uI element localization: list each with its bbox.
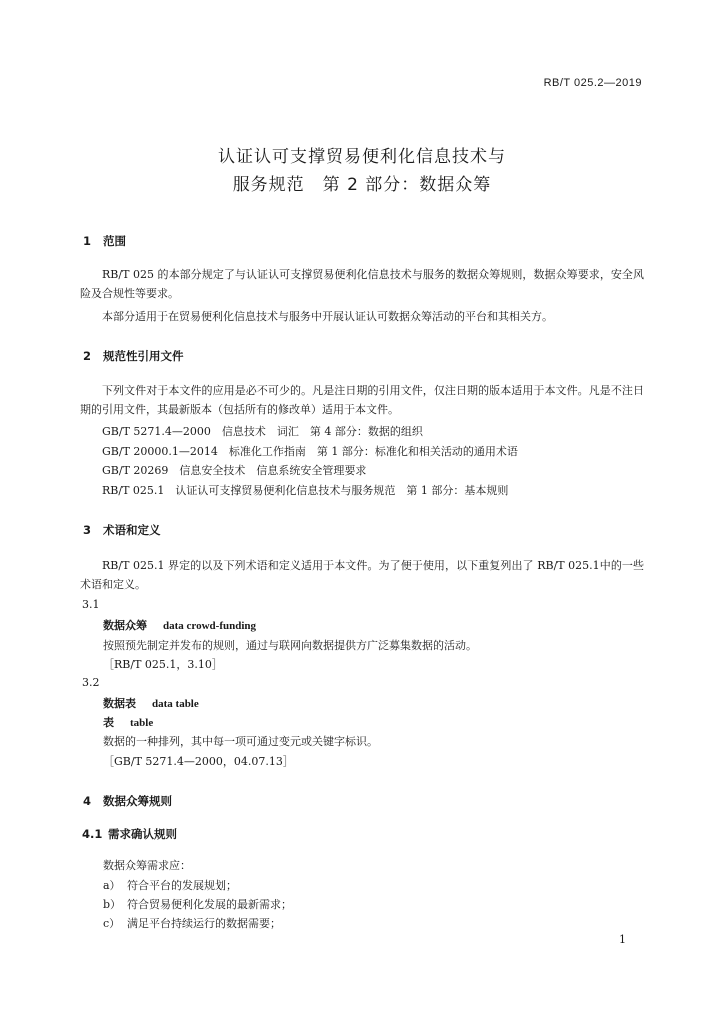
section-title: 术语和定义 — [103, 523, 161, 537]
title-line-2: 服务规范 第 2 部分：数据众筹 — [232, 175, 492, 195]
term-en: data table — [152, 698, 199, 710]
section-number: 2 — [83, 349, 92, 363]
term-3-1-source: ［RB/T 025.1，3.10］ — [103, 658, 223, 671]
term-alt-en: table — [130, 717, 154, 729]
section-2-paragraph-1: 下列文件对于本文件的应用是必不可少的。凡是注日期的引用文件，仅注日期的版本适用于本文件。凡是不注日期的引用文件，其最新版本（包括所有的修改单）适用于本文件。 — [80, 384, 644, 416]
section-1-paragraph-1: RB/T 025 的本部分规定了与认证认可支撑贸易便利化信息技术与服务的数据众筹规则，数据众筹要求，安全风险及合规性等要求。 — [80, 268, 644, 300]
term-3-1-number: 3.1 — [82, 598, 100, 611]
subsection-number: 4.1 — [82, 827, 103, 841]
term-3-2-source: ［GB/T 5271.4—2000，04.07.13］ — [103, 755, 294, 768]
reference-line: GB/T 5271.4—2000 信息技术 词汇 第 4 部分：数据的组织 — [102, 425, 423, 438]
list-text: 符合平台的发展规划； — [127, 879, 237, 892]
term-3-1-definition: 按照预先制定并发布的规则，通过与联网向数据提供方广泛募集数据的活动。 — [103, 639, 477, 652]
section-4-heading — [83, 793, 172, 809]
section-title: 规范性引用文件 — [103, 349, 184, 363]
document-title — [0, 143, 724, 199]
section-3-paragraph-1: RB/T 025.1 界定的以及下列术语和定义适用于本文件。为了便于使用，以下重复列出了 RB/T 025.1中的一些术语和定义。 — [80, 559, 644, 591]
doc-code: RB/T 025.2—2019 — [543, 77, 642, 89]
subsection-4-1-heading — [82, 826, 177, 842]
term-3-2-definition: 数据的一种排列，其中每一项可通过变元或关键字标识。 — [103, 735, 378, 748]
term-3-2-number: 3.2 — [82, 676, 100, 689]
section-number: 1 — [83, 234, 92, 248]
title-line-1: 认证认可支撑贸易便利化信息技术与 — [218, 147, 506, 167]
list-item — [103, 877, 237, 893]
list-text: 符合贸易便利化发展的最新需求； — [127, 898, 292, 911]
list-marker: a） — [103, 879, 121, 892]
term-cn: 数据表 — [103, 697, 136, 710]
list-text: 满足平台持续运行的数据需要； — [127, 917, 281, 930]
reference-line: GB/T 20269 信息安全技术 信息系统安全管理要求 — [102, 464, 367, 477]
term-alt-cn: 表 — [103, 716, 114, 729]
section-1-heading — [83, 233, 126, 249]
section-1-paragraph-2: 本部分适用于在贸易便利化信息技术与服务中开展认证认可数据众筹活动的平台和其相关方。 — [102, 310, 553, 323]
term-en: data crowd-funding — [163, 620, 257, 632]
section-3-heading — [83, 522, 161, 538]
list-marker: c） — [103, 917, 121, 930]
section-number: 4 — [83, 794, 92, 808]
term-3-2-heading — [103, 695, 199, 711]
list-intro: 数据众筹需求应： — [103, 859, 191, 872]
list-item — [103, 896, 292, 912]
term-3-1-heading — [103, 617, 256, 633]
page-number: 1 — [619, 933, 626, 946]
reference-line: RB/T 025.1 认证认可支撑贸易便利化信息技术与服务规范 第 1 部分：基本规则 — [102, 484, 509, 497]
reference-line: GB/T 20000.1—2014 标准化工作指南 第 1 部分：标准化和相关活动的通用术语 — [102, 445, 518, 458]
section-number: 3 — [83, 523, 92, 537]
section-title: 数据众筹规则 — [103, 794, 172, 808]
term-cn: 数据众筹 — [103, 619, 147, 632]
section-title: 范围 — [103, 234, 126, 248]
section-2-heading — [83, 348, 184, 364]
term-3-2-alt-heading — [103, 714, 153, 730]
list-item — [103, 915, 281, 931]
subsection-title: 需求确认规则 — [108, 827, 177, 841]
list-marker: b） — [103, 898, 122, 911]
